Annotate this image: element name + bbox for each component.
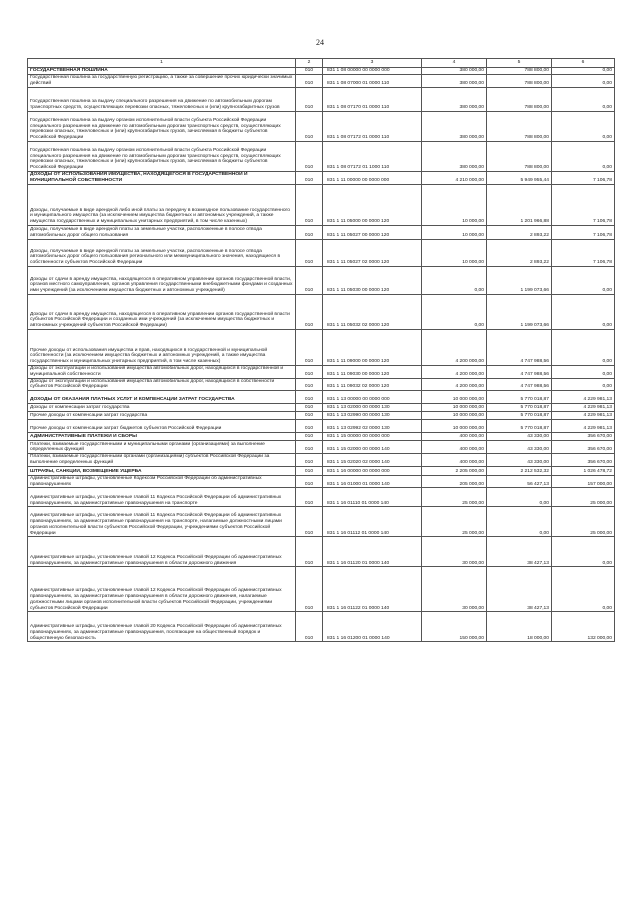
row-kbk-cell: 831 1 15 00000 00 0000 000 [323,433,422,441]
row-code-cell: 010 [296,75,323,88]
row-kbk-cell: 831 1 16 01112 01 0000 140 [323,507,422,537]
row-kbk-cell: 831 1 16 00000 00 0000 000 [323,466,422,475]
column-header: 1 [28,59,296,68]
row-code-cell: 010 [296,475,323,488]
row-done-cell: 38 427,13 [487,537,552,567]
row-done-cell: 43 330,00 [487,433,552,441]
row-rest-cell: 0,00 [552,68,615,75]
row-kbk-cell: 831 1 15 02000 00 0000 140 [323,441,422,454]
row-done-cell: 0,00 [487,488,552,507]
row-kbk-cell: 831 1 11 00000 00 0000 000 [323,172,422,185]
table-row [28,295,615,330]
row-name-cell: Прочие доходы от компенсации затрат государства [28,412,296,420]
row-plan-cell: 10 000 000,00 [422,420,487,433]
row-name-cell: Прочие доходы от использования имущества и прав, находящихся в государственной и муниципальной собственности (за исключением имущества бюджетных и автономных учреждений, а также имущества государственных и муниципальных унитарных предприятий, в том числе казенных) [28,330,296,366]
row-code-cell: 010 [296,366,323,379]
row-code-cell: 010 [296,612,323,642]
row-plan-cell: 10 000 000,00 [422,412,487,420]
row-code-cell: 010 [296,267,323,295]
row-done-cell: 5 949 955,44 [487,172,552,185]
row-plan-cell: 205 000,00 [422,475,487,488]
row-plan-cell: 25 000,00 [422,488,487,507]
table-row [28,240,615,267]
row-kbk-cell: 831 1 16 01200 01 0000 140 [323,612,422,642]
row-plan-cell: 380 000,00 [422,88,487,112]
row-code-cell: 010 [296,466,323,475]
row-plan-cell: 400 000,00 [422,441,487,454]
table-row [28,567,615,612]
row-done-cell: 0,00 [487,507,552,537]
row-kbk-cell: 831 1 16 01120 01 0000 140 [323,537,422,567]
row-plan-cell: 30 000,00 [422,537,487,567]
row-name-cell: Доходы от сдачи в аренду имущества, находящегося в оперативном управлении органов государственной власти субъектов Российской Федерации и созданных ими учреждений (за исключением имущества бюджетных и автономных учреждений субъектов Российской Федерации) [28,295,296,330]
row-code-cell: 010 [296,420,323,433]
row-rest-cell: 0,00 [552,142,615,172]
row-rest-cell: 356 670,00 [552,441,615,454]
row-kbk-cell: 831 1 11 05032 02 0000 120 [323,295,422,330]
row-done-cell: 788 800,00 [487,68,552,75]
row-name-cell: Доходы от сдачи в аренду имущества, находящегося в оперативном управлении органов государственной власти, органов местного самоуправления, органов управления государственными внебюджетными фондами и созданных ими учреждений (за исключением имущества бюджетных и автономных учреждений) [28,267,296,295]
row-name-cell: Административные штрафы, установленные главой 12 Кодекса Российской Федерации об административных правонарушениях, за административные правонарушения в области дорожного движения, налагаемые должностными лицами органов исполнительной власти субъектов Российской Федерации, учреждениями субъектов Российской Федерации [28,567,296,612]
row-rest-cell: 0,00 [552,88,615,112]
row-name-cell: Доходы от эксплуатации и использования имущества автомобильных дорог, находящихся в собственности субъектов Российской Федерации [28,378,296,391]
row-plan-cell: 400 000,00 [422,433,487,441]
column-header: 2 [296,59,323,68]
row-plan-cell: 4 200 000,00 [422,378,487,391]
table-row [28,142,615,172]
row-name-cell: Государственная пошлина за государственную регистрацию, а также за совершение прочих юридически значимых действий [28,75,296,88]
row-kbk-cell: 831 1 11 09030 00 0000 120 [323,366,422,379]
row-kbk-cell: 831 1 08 00000 00 0000 000 [323,68,422,75]
row-code-cell: 010 [296,240,323,267]
row-code-cell: 010 [296,378,323,391]
row-code-cell: 010 [296,226,323,240]
row-plan-cell: 0,00 [422,295,487,330]
row-done-cell: 1 201 966,88 [487,185,552,226]
row-rest-cell: 0,00 [552,295,615,330]
table-row [28,75,615,88]
row-plan-cell: 10 000,00 [422,240,487,267]
row-rest-cell: 4 229 981,13 [552,412,615,420]
row-done-cell: 4 747 988,56 [487,330,552,366]
row-kbk-cell: 831 1 11 05027 02 0000 120 [323,240,422,267]
row-kbk-cell: 831 1 08 07172 01 1000 110 [323,142,422,172]
row-rest-cell: 0,00 [552,75,615,88]
row-plan-cell: 10 000 000,00 [422,391,487,404]
row-kbk-cell: 831 1 11 05030 00 0000 120 [323,267,422,295]
row-name-cell: АДМИНИСТРАТИВНЫЕ ПЛАТЕЖИ И СБОРЫ [28,433,296,441]
column-header: 6 [552,59,615,68]
row-rest-cell: 0,00 [552,112,615,142]
row-plan-cell: 30 000,00 [422,567,487,612]
row-plan-cell: 10 000 000,00 [422,404,487,412]
row-kbk-cell: 831 1 11 05027 00 0000 120 [323,226,422,240]
row-name-cell: Административные штрафы, установленные главой 11 Кодекса Российской Федерации об административных правонарушениях, за административные правонарушения на транспорте, налагаемые должностными лицами органов исполнительной власти субъектов Российской Федерации, учреждениями субъектов Российской Федерации [28,507,296,537]
table-row [28,172,615,185]
row-name-cell: Доходы, получаемые в виде арендной либо иной платы за передачу в возмездное пользование государственного и муниципального имущества (за исключением имущества бюджетных и автономных учреждений, а также имущества государственных и муниципальных унитарных предприятий, в том числе казенных) [28,185,296,226]
table-row [28,378,615,391]
row-done-cell: 38 427,13 [487,567,552,612]
table-row [28,330,615,366]
row-done-cell: 43 330,00 [487,454,552,467]
row-rest-cell: 356 670,00 [552,454,615,467]
row-done-cell: 2 212 532,32 [487,466,552,475]
table-row [28,433,615,441]
row-name-cell: ДОХОДЫ ОТ ОКАЗАНИЯ ПЛАТНЫХ УСЛУГ И КОМПЕНСАЦИИ ЗАТРАТ ГОСУДАРСТВА [28,391,296,404]
row-name-cell: Административные штрафы, установленные главой 12 Кодекса Российской Федерации об административных правонарушениях, за административные правонарушения в области дорожного движения [28,537,296,567]
row-plan-cell: 380 000,00 [422,142,487,172]
row-done-cell: 43 330,00 [487,441,552,454]
row-rest-cell: 4 229 981,13 [552,404,615,412]
row-rest-cell: 0,00 [552,567,615,612]
table-row [28,466,615,475]
row-plan-cell: 0,00 [422,267,487,295]
row-code-cell: 010 [296,172,323,185]
row-rest-cell: 0,00 [552,267,615,295]
row-name-cell: Доходы, получаемые в виде арендной платы за земельные участки, расположенные в полосе отвода автомобильных дорог общего пользования [28,226,296,240]
table-row [28,412,615,420]
row-kbk-cell: 831 1 13 02990 00 0000 130 [323,412,422,420]
row-rest-cell: 7 106,78 [552,185,615,226]
row-done-cell: 5 770 018,87 [487,404,552,412]
row-plan-cell: 380 000,00 [422,112,487,142]
row-done-cell: 5 770 018,87 [487,412,552,420]
row-name-cell: Государственная пошлина за выдачу органом исполнительной власти субъекта Российской Федерации специального разрешения на движение по автомобильным дорогам транспортных средств, осуществляющих перевозки опасных, тяжеловесных и (или) крупногабаритных грузов, зачисляемая в бюджеты субъектов Российской Федерации [28,142,296,172]
table-row [28,366,615,379]
row-done-cell: 5 770 018,87 [487,420,552,433]
row-kbk-cell: 831 1 08 07170 01 0000 110 [323,88,422,112]
row-plan-cell: 25 000,00 [422,507,487,537]
column-header: 5 [487,59,552,68]
row-plan-cell: 150 000,00 [422,612,487,642]
row-code-cell: 010 [296,404,323,412]
row-name-cell: Доходы, получаемые в виде арендной платы за земельные участки, расположенные в полосе отвода автомобильных дорог общего пользования регионального или межмуниципального значения, находящиеся в собственности субъектов Российской Федерации [28,240,296,267]
row-kbk-cell: 831 1 15 02020 02 0000 140 [323,454,422,467]
column-header: 4 [422,59,487,68]
row-rest-cell: 0,00 [552,366,615,379]
row-code-cell: 010 [296,330,323,366]
row-plan-cell: 4 200 000,00 [422,366,487,379]
row-done-cell: 56 427,13 [487,475,552,488]
row-code-cell: 010 [296,537,323,567]
row-rest-cell: 0,00 [552,378,615,391]
row-rest-cell: 157 000,00 [552,475,615,488]
row-kbk-cell: 831 1 11 05000 00 0000 120 [323,185,422,226]
row-name-cell: Административные штрафы, установленные Кодексом Российской Федерации об административных правонарушениях [28,475,296,488]
row-plan-cell: 10 000,00 [422,185,487,226]
row-name-cell: Доходы от компенсации затрат государства [28,404,296,412]
row-rest-cell: 0,00 [552,330,615,366]
table-row [28,185,615,226]
row-rest-cell: 0,00 [552,537,615,567]
row-code-cell: 010 [296,507,323,537]
row-done-cell: 4 747 988,56 [487,378,552,391]
row-name-cell: ГОСУДАРСТВЕННАЯ ПОШЛИНА [28,68,296,75]
row-code-cell: 010 [296,412,323,420]
row-name-cell: Платежи, взимаемые государственными и муниципальными органами (организациями) за выполнение определенных функций [28,441,296,454]
row-plan-cell: 380 000,00 [422,68,487,75]
row-kbk-cell: 831 1 11 09000 00 0000 120 [323,330,422,366]
income-report-table [27,58,615,642]
table-row [28,68,615,75]
row-code-cell: 010 [296,295,323,330]
row-name-cell: Административные штрафы, установленные главой 20 Кодекса Российской Федерации об административных правонарушениях, за административные правонарушения, посягающие на общественный порядок и общественную безопасность [28,612,296,642]
row-name-cell: Платежи, взимаемые государственными органами (организациями) субъектов Российской Федерации за выполнение определенных функций [28,454,296,467]
row-rest-cell: 7 106,78 [552,226,615,240]
row-done-cell: 5 770 018,87 [487,391,552,404]
row-rest-cell: 1 026 478,72 [552,466,615,475]
row-code-cell: 010 [296,142,323,172]
row-plan-cell: 4 200 000,00 [422,330,487,366]
table-row [28,112,615,142]
column-header: 3 [323,59,422,68]
row-name-cell: Государственная пошлина за выдачу специального разрешения на движение по автомобильным дорогам транспортных средств, осуществляющих перевозки опасных, тяжеловесных и (или) крупногабаритных грузов [28,88,296,112]
table-row [28,391,615,404]
row-code-cell: 010 [296,88,323,112]
row-rest-cell: 7 106,78 [552,172,615,185]
row-rest-cell: 7 106,78 [552,240,615,267]
row-code-cell: 010 [296,112,323,142]
row-code-cell: 010 [296,567,323,612]
page-number: 24 [316,38,324,47]
row-name-cell: ШТРАФЫ, САНКЦИИ, ВОЗМЕЩЕНИЕ УЩЕРБА [28,466,296,475]
row-done-cell: 788 800,00 [487,112,552,142]
table-row [28,88,615,112]
row-name-cell: Прочие доходы от компенсации затрат бюджетов субъектов Российской Федерации [28,420,296,433]
table-row [28,488,615,507]
row-kbk-cell: 831 1 16 01122 01 0000 140 [323,567,422,612]
table-row [28,267,615,295]
row-code-cell: 010 [296,488,323,507]
row-name-cell: Административные штрафы, установленные главой 11 Кодекса Российской Федерации об административных правонарушениях, за административные правонарушения на транспорте [28,488,296,507]
row-done-cell: 2 893,22 [487,226,552,240]
row-rest-cell: 356 670,00 [552,433,615,441]
row-rest-cell: 25 000,00 [552,488,615,507]
row-done-cell: 2 893,22 [487,240,552,267]
table-row [28,454,615,467]
row-done-cell: 788 800,00 [487,88,552,112]
row-code-cell: 010 [296,68,323,75]
row-name-cell: ДОХОДЫ ОТ ИСПОЛЬЗОВАНИЯ ИМУЩЕСТВА, НАХОДЯЩЕГОСЯ В ГОСУДАРСТВЕННОЙ И МУНИЦИПАЛЬНОЙ СОБСТВЕННОСТИ [28,172,296,185]
row-code-cell: 010 [296,391,323,404]
row-kbk-cell: 831 1 08 07000 01 0000 110 [323,75,422,88]
table-row [28,226,615,240]
row-done-cell: 788 800,00 [487,142,552,172]
row-done-cell: 4 747 988,56 [487,366,552,379]
row-plan-cell: 2 205 000,00 [422,466,487,475]
row-code-cell: 010 [296,454,323,467]
row-rest-cell: 25 000,00 [552,507,615,537]
row-kbk-cell: 831 1 08 07172 01 0000 110 [323,112,422,142]
row-plan-cell: 4 210 000,00 [422,172,487,185]
table-row [28,507,615,537]
row-plan-cell: 380 000,00 [422,75,487,88]
row-done-cell: 1 199 073,66 [487,267,552,295]
row-kbk-cell: 831 1 16 01110 01 0000 140 [323,488,422,507]
table-row [28,537,615,567]
table-row [28,420,615,433]
table-row [28,404,615,412]
row-name-cell: Государственная пошлина за выдачу органом исполнительной власти субъекта Российской Федерации специального разрешения на движение по автомобильным дорогам транспортных средств, осуществляющих перевозки опасных, тяжеловесных и (или) крупногабаритных грузов, зачисляемая в бюджеты субъектов Российской Федерации [28,112,296,142]
table-row [28,475,615,488]
row-done-cell: 1 199 073,66 [487,295,552,330]
row-code-cell: 010 [296,441,323,454]
row-done-cell: 788 800,00 [487,75,552,88]
table-header-row [28,59,615,68]
row-kbk-cell: 831 1 13 02992 02 0000 130 [323,420,422,433]
row-kbk-cell: 831 1 16 01000 01 0000 140 [323,475,422,488]
row-code-cell: 010 [296,433,323,441]
table-row [28,612,615,642]
table-row [28,441,615,454]
table-body [28,59,615,642]
row-rest-cell: 4 229 981,13 [552,420,615,433]
row-kbk-cell: 831 1 13 00000 00 0000 000 [323,391,422,404]
row-rest-cell: 4 229 981,13 [552,391,615,404]
row-plan-cell: 10 000,00 [422,226,487,240]
row-rest-cell: 132 000,00 [552,612,615,642]
row-name-cell: Доходы от эксплуатации и использования имущества автомобильных дорог, находящихся в государственной и муниципальной собственности [28,366,296,379]
row-kbk-cell: 831 1 13 02000 00 0000 130 [323,404,422,412]
row-plan-cell: 400 000,00 [422,454,487,467]
row-kbk-cell: 831 1 11 09032 02 0000 120 [323,378,422,391]
row-done-cell: 18 000,00 [487,612,552,642]
row-code-cell: 010 [296,185,323,226]
